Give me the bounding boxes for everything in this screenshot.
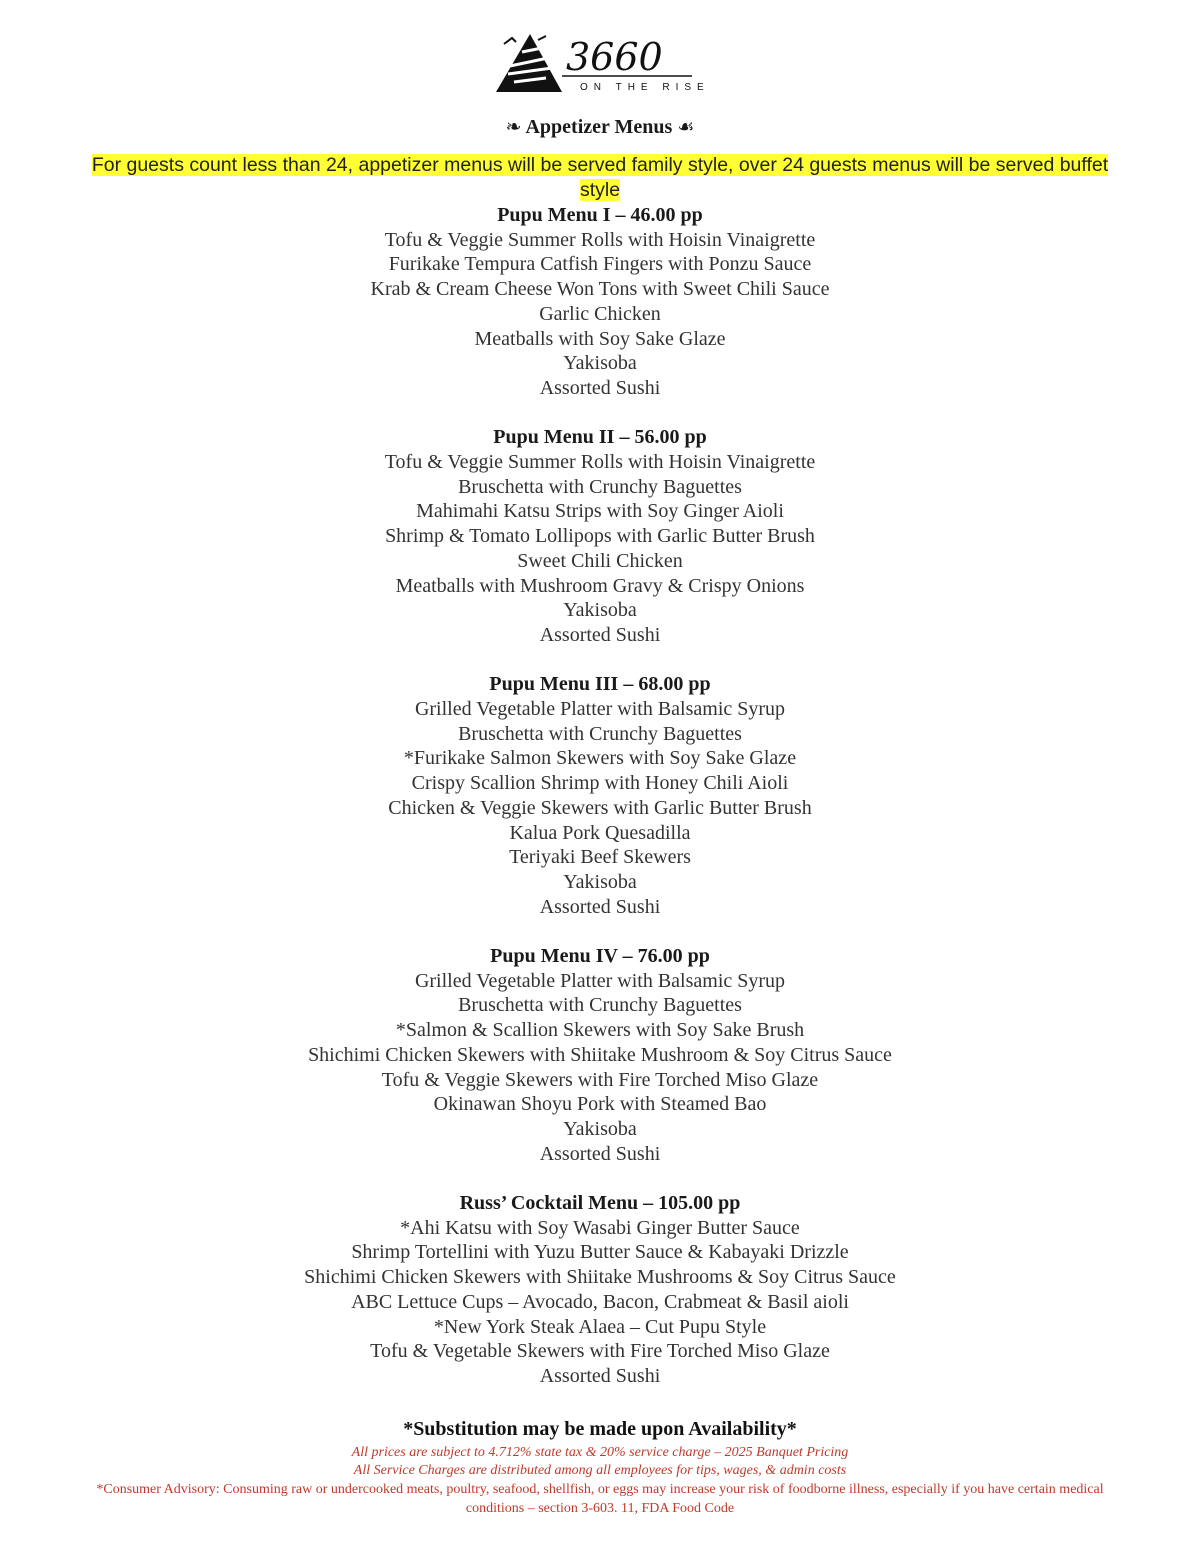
- menu-item: Tofu & Veggie Skewers with Fire Torched Miso Glaze: [381, 1068, 819, 1091]
- menu-item: Bruschetta with Crunchy Baguettes: [458, 994, 742, 1017]
- menu-item: *Furikake Salmon Skewers with Soy Sake Glaze: [403, 747, 797, 770]
- menu-item: Okinawan Shoyu Pork with Steamed Bao: [433, 1093, 767, 1116]
- menu-item: Grilled Vegetable Platter with Balsamic Syrup: [414, 969, 786, 992]
- menu-item: Sweet Chili Chicken: [517, 549, 683, 572]
- menu-item: Meatballs with Soy Sake Glaze: [474, 327, 726, 350]
- menu-title: Pupu Menu III – 68.00 pp: [489, 673, 711, 696]
- menu-item: Meatballs with Mushroom Gravy & Crispy Onions: [395, 574, 805, 597]
- menu-item: Shichimi Chicken Skewers with Shiitake Mushroom & Soy Citrus Sauce: [308, 1043, 892, 1066]
- menu-item: Shrimp Tortellini with Yuzu Butter Sauce & Kabayaki Drizzle: [351, 1241, 849, 1264]
- menu-item: ABC Lettuce Cups – Avocado, Bacon, Crabmeat & Basil aioli: [351, 1290, 849, 1313]
- menu-item: Assorted Sushi: [539, 623, 661, 646]
- menu-section: [0, 944, 1200, 1166]
- menu-item: Assorted Sushi: [539, 1142, 661, 1165]
- menu-section: [0, 1191, 1200, 1389]
- menu-item: Yakisoba: [563, 599, 637, 622]
- ornament-left-icon: ❧: [505, 117, 522, 138]
- menu-item: Mahimahi Katsu Strips with Soy Ginger Aioli: [416, 500, 784, 523]
- menu-item: Krab & Cream Cheese Won Tons with Sweet Chili Sauce: [370, 278, 830, 301]
- service-charge-note: All Service Charges are distributed among all employees for tips, wages, & admin costs: [353, 1463, 847, 1478]
- menu-title: Pupu Menu I – 46.00 pp: [497, 204, 703, 226]
- menu-item: Garlic Chicken: [539, 302, 661, 325]
- menu-item: Tofu & Vegetable Skewers with Fire Torched Miso Glaze: [370, 1340, 830, 1363]
- page-title: Appetizer Menus: [525, 116, 673, 138]
- menu-item: Grilled Vegetable Platter with Balsamic Syrup: [414, 698, 786, 721]
- consumer-advisory: *Consumer Advisory: Consuming raw or undercooked meats, poultry, seafood, shellfish, or eggs may increase your risk of foodborne illness, especially if you have certain medical conditions – section 3-603. 11, FDA Food Code: [96, 1482, 1104, 1516]
- menu-item: Kalua Pork Quesadilla: [509, 821, 691, 844]
- menu-item: *Ahi Katsu with Soy Wasabi Ginger Butter Sauce: [400, 1216, 800, 1239]
- ornament-right-icon: ☙: [677, 117, 695, 138]
- menu-item: Yakisoba: [563, 352, 637, 375]
- menu-item: *New York Steak Alaea – Cut Pupu Style: [433, 1315, 767, 1338]
- menu-section: [0, 672, 1200, 919]
- menu-item: Assorted Sushi: [539, 1364, 661, 1387]
- logo-tagline: ON THE RISE: [580, 82, 710, 93]
- menu-title: Pupu Menu II – 56.00 pp: [493, 426, 707, 449]
- menu-list: [0, 203, 1200, 1413]
- service-style-notice: [86, 153, 1114, 203]
- menu-item: Shrimp & Tomato Lollipops with Garlic Butter Brush: [385, 525, 815, 548]
- logo-wordmark: 3660: [566, 35, 663, 79]
- menu-item: Bruschetta with Crunchy Baguettes: [458, 475, 742, 498]
- menu-section: [0, 425, 1200, 647]
- menu-item: Assorted Sushi: [539, 895, 661, 918]
- menu-item: Crispy Scallion Shrimp with Honey Chili Aioli: [411, 772, 789, 795]
- menu-item: Assorted Sushi: [539, 376, 661, 399]
- menu-title: Pupu Menu IV – 76.00 pp: [490, 945, 710, 968]
- tax-note: All prices are subject to 4.712% state tax & 20% service charge – 2025 Banquet Pricing: [351, 1445, 849, 1460]
- menu-item: Furikake Tempura Catfish Fingers with Ponzu Sauce: [388, 253, 812, 276]
- menu-item: Yakisoba: [563, 870, 637, 893]
- menu-item: Bruschetta with Crunchy Baguettes: [458, 722, 742, 745]
- menu-section: [0, 203, 1200, 401]
- substitution-note: *Substitution may be made upon Availability*: [403, 1418, 797, 1440]
- restaurant-logo: [496, 28, 710, 98]
- menu-item: Yakisoba: [563, 1117, 637, 1140]
- menu-title: Russ’ Cocktail Menu – 105.00 pp: [459, 1192, 741, 1215]
- menu-item: Shichimi Chicken Skewers with Shiitake Mushrooms & Soy Citrus Sauce: [304, 1266, 896, 1289]
- highlighted-notice-text: For guests count less than 24, appetizer menus will be served family style, over 24 guests menus will be served buffet style: [91, 154, 1109, 201]
- menu-item: Tofu & Veggie Summer Rolls with Hoisin Vinaigrette: [384, 451, 816, 474]
- menu-item: *Salmon & Scallion Skewers with Soy Sake Brush: [395, 1019, 805, 1042]
- menu-item: Chicken & Veggie Skewers with Garlic Butter Brush: [388, 796, 812, 819]
- menu-item: Tofu & Veggie Summer Rolls with Hoisin Vinaigrette: [384, 228, 816, 251]
- page-heading: [0, 116, 1200, 139]
- menu-item: Teriyaki Beef Skewers: [509, 846, 691, 869]
